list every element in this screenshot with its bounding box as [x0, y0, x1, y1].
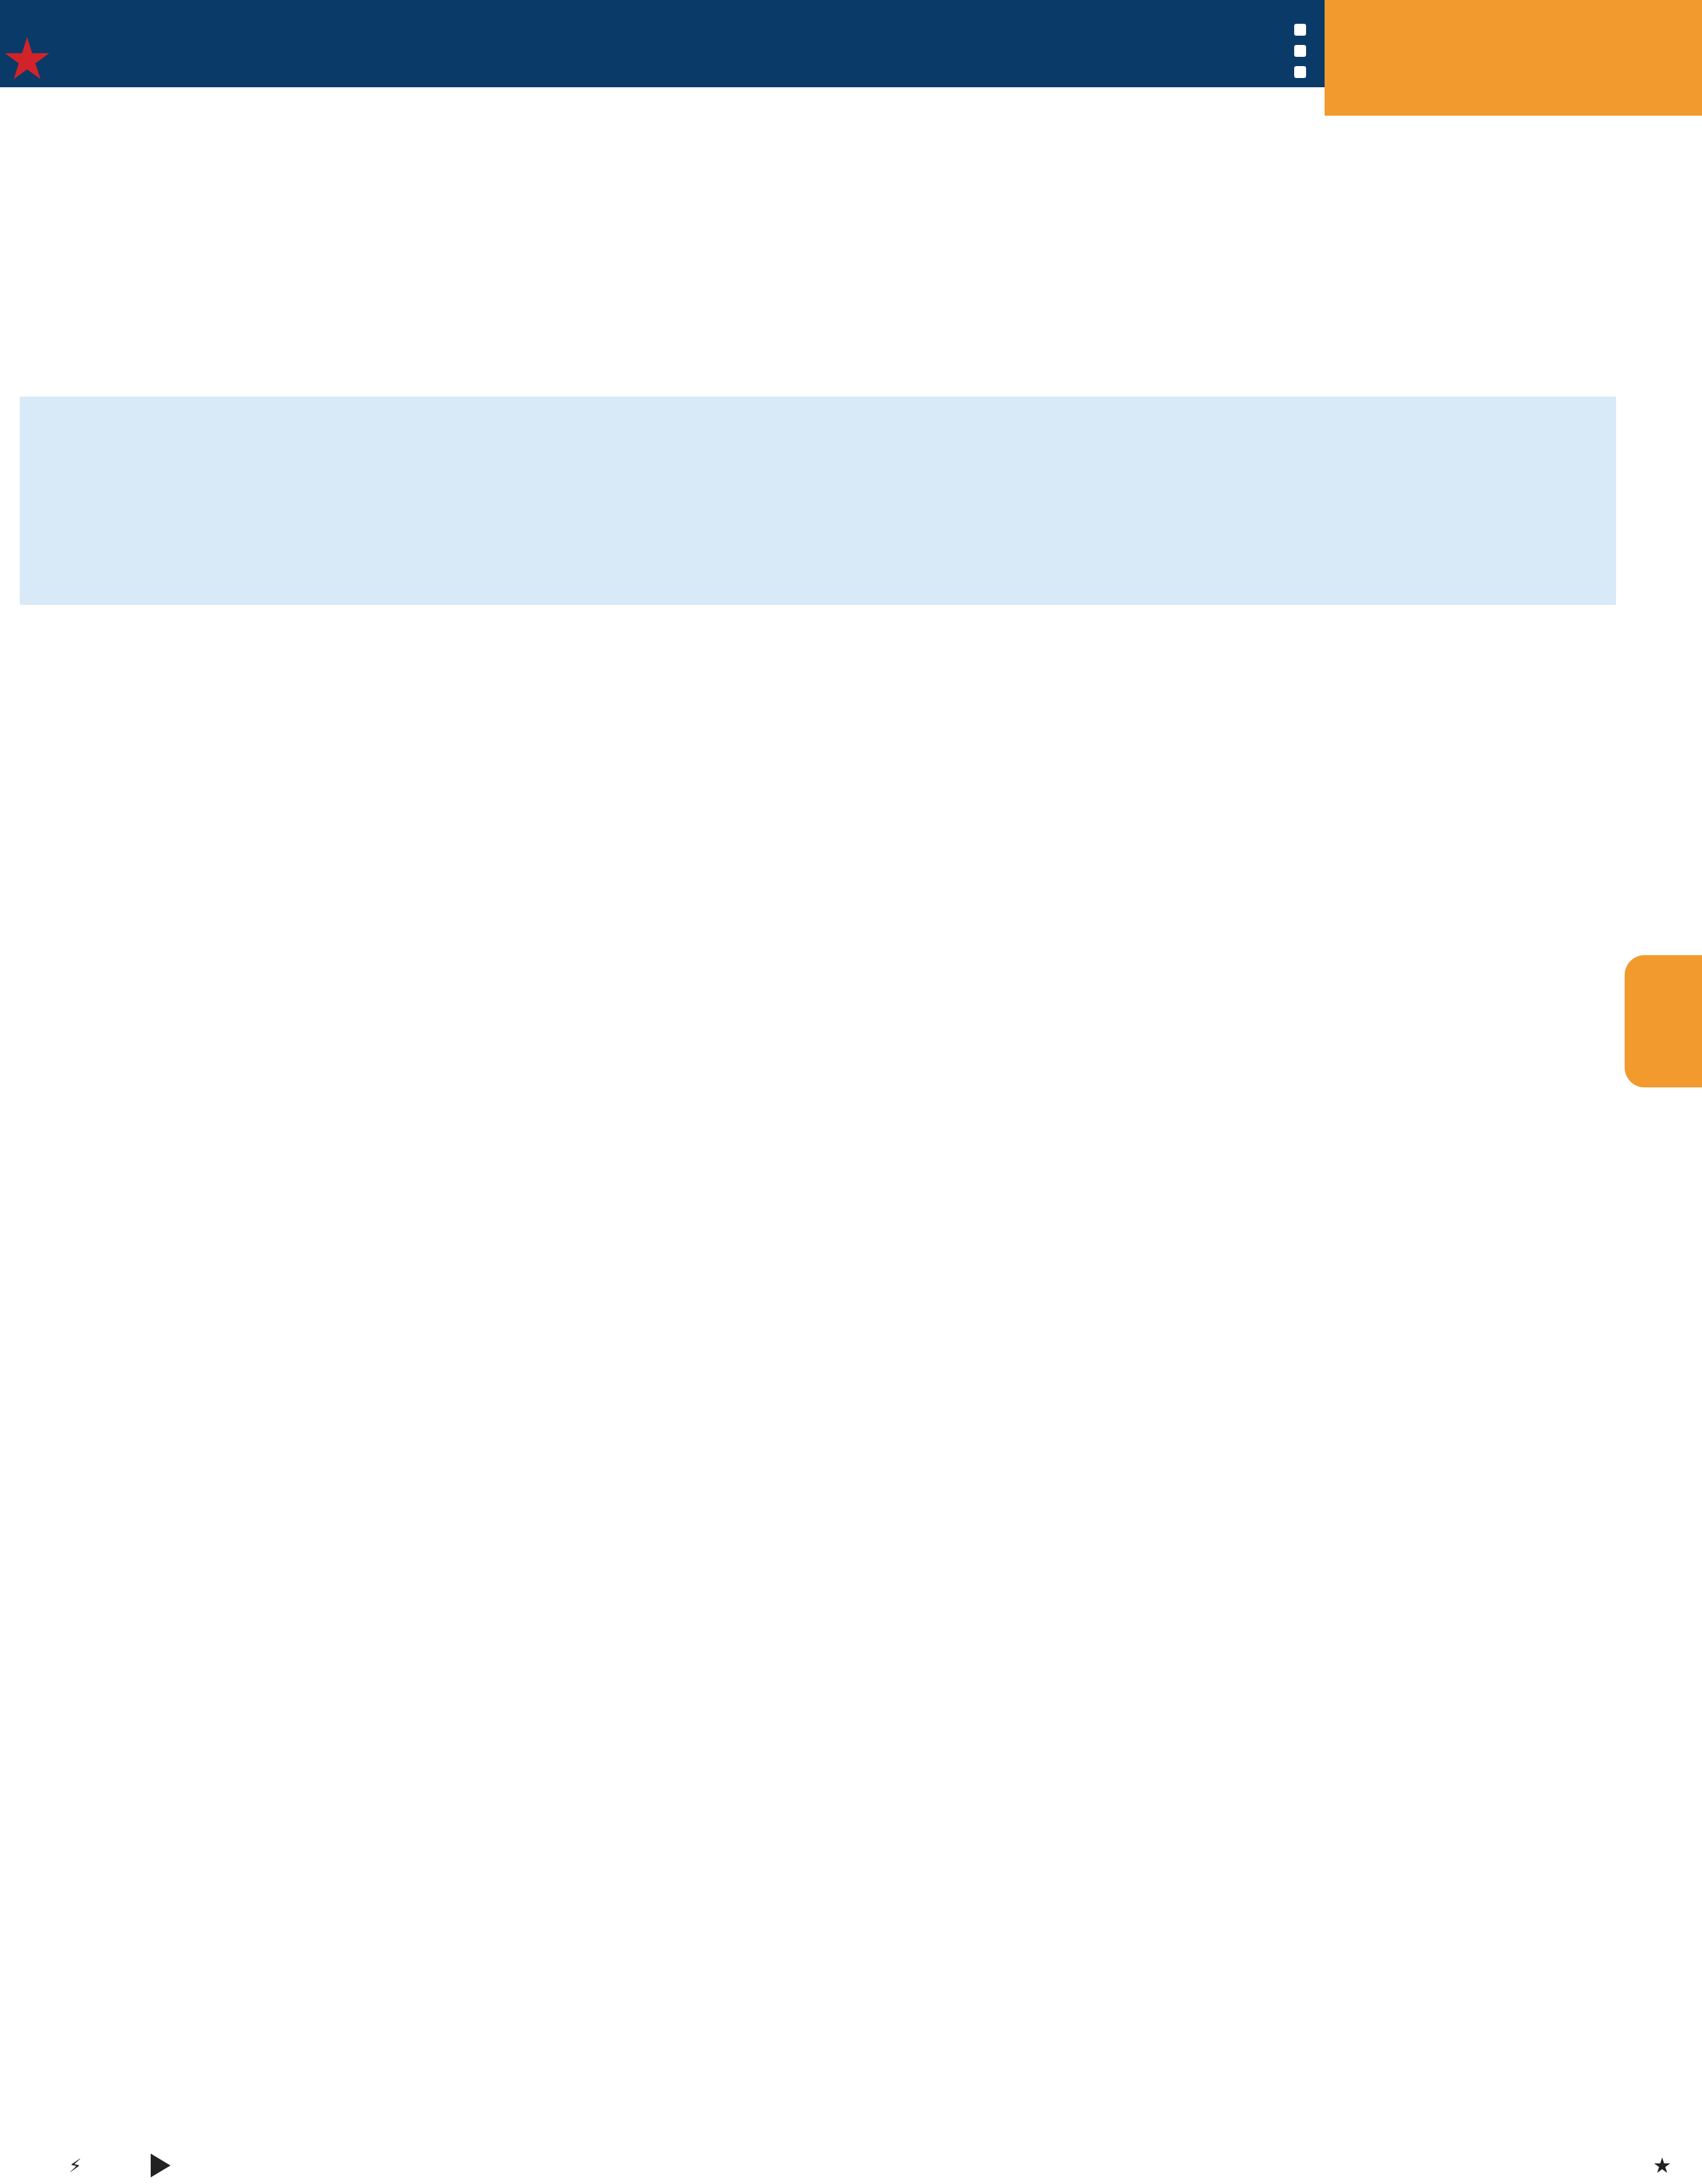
- hoerfilm-icon: ⚡: [69, 2155, 82, 2176]
- star-icon: [4, 37, 50, 83]
- legend-footer: [0, 2144, 1702, 2184]
- dots-icon: [1294, 24, 1307, 87]
- footer-right: [1648, 2151, 1676, 2179]
- timeband-14: [20, 397, 1616, 605]
- star-icon: ★: [1652, 2154, 1672, 2177]
- play-icon: [151, 2154, 171, 2177]
- day-badge: [1625, 955, 1702, 1087]
- day-label: [1325, 0, 1702, 116]
